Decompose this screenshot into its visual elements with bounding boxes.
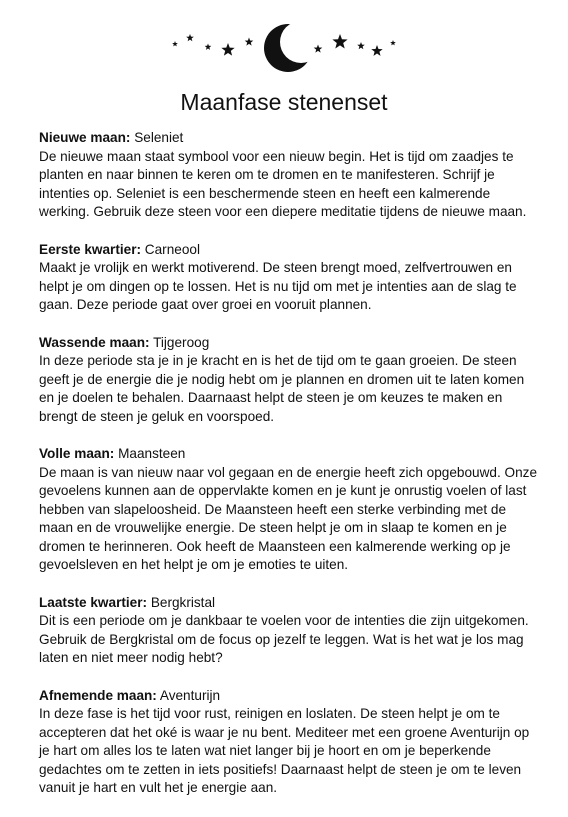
section-heading [39, 334, 539, 353]
phase-label: Laatste kwartier: [39, 594, 148, 610]
star-icon [221, 43, 234, 56]
moon-stars-decoration [0, 14, 568, 80]
section-heading [39, 594, 539, 613]
section-heading [39, 445, 539, 464]
section-laatste-kwartier [39, 594, 539, 668]
section-heading [39, 241, 539, 260]
phase-label: Afnemende maan: [39, 687, 157, 703]
section-eerste-kwartier [39, 241, 539, 315]
stone-name: Maansteen [118, 446, 186, 461]
star-icon [314, 45, 323, 53]
section-text: Dit is een periode om je dankbaar te voelen voor de intenties die zijn uitgekomen. Gebruik de Bergkristal om de focus op jezelf te leggen. Wat is het wat je los mag laten en niet meer nodig hebt? [39, 613, 529, 665]
stone-name: Tijgeroog [153, 334, 210, 350]
section-volle-maan [39, 445, 539, 575]
stone-name: Carneool [144, 241, 200, 257]
stone-name: Seleniet [134, 130, 184, 145]
star-icon [186, 34, 194, 41]
page-title: Maanfase stenenset [180, 89, 388, 115]
star-icon [357, 42, 365, 49]
star-icon [205, 44, 212, 50]
section-text: In deze fase is het tijd voor rust, reinigen en loslaten. De steen helpt je om te accepteren dat het oké is waar je nu bent. Mediteer met een groene Aventurijn op je hart om alles los te laten wat niet langer bij je hoort en om je beperkende gedachtes om te zetten in iets positiefs! Daarnaast helpt de steen je om te leven vanuit je hart en vult het je energie aan. [39, 706, 530, 795]
section-wassende-maan [39, 334, 539, 427]
section-afnemende-maan [39, 687, 539, 798]
stones-list [39, 129, 539, 817]
section-heading [39, 129, 539, 148]
star-icon [172, 41, 178, 46]
section-text: De maan is van nieuw naar vol gegaan en de energie heeft zich opgebouwd. Onze gevoelens kunnen aan de oppervlakte komen en je kunt je onrustig voelen of last hebben van slapeloosheid. De Maansteen heeft een sterke verbinding met de maan en de vrouwelijke energie. De steen helpt je om in slaap te komen en je dromen te herinneren. Ook heeft de Maansteen een kalmerende werking op je gevoelsleven en het helpt je om je emoties te uiten. [39, 464, 538, 572]
section-nieuwe-maan [39, 129, 539, 222]
star-icon [332, 34, 347, 48]
stone-name: Bergkristal [150, 594, 216, 610]
phase-label: Wassende maan: [39, 334, 150, 350]
section-text: In deze periode sta je in je kracht en is het de tijd om te gaan groeien. De steen geeft je de energie die je nodig hebt om je plannen en dromen uit te laten komen en je doelen te behalen. Daarnaast helpt de steen je om keuzes te maken en brengt de steen je geluk en voorspoed. [39, 353, 525, 424]
star-icon [371, 45, 382, 56]
phase-label: Eerste kwartier: [39, 241, 142, 257]
phase-label: Volle maan: [39, 446, 115, 461]
star-icon [390, 40, 396, 45]
section-text: Maakt je vrolijk en werkt motiverend. De steen brengt moed, zelfvertrouwen en helpt je om dingen op te lossen. Het is nu tijd om met je intenties aan de slag te gaan. Deze periode gaat over groei en vooruit plannen. [39, 260, 517, 312]
stone-name: Aventurijn [159, 687, 221, 703]
section-text: De nieuwe maan staat symbool voor een nieuw begin. Het is tijd om zaadjes te planten en naar binnen te keren om te dromen en te manifesteren. Schrijf je intenties op. Seleniet is een beschermende steen en heeft een kalmerende werking. Gebruik deze steen voor een diepere meditatie tijdens de nieuwe maan. [39, 148, 527, 219]
star-icon [245, 38, 254, 46]
section-heading [39, 687, 539, 706]
moon-crescent-icon [264, 24, 312, 72]
phase-label: Nieuwe maan: [39, 130, 131, 145]
